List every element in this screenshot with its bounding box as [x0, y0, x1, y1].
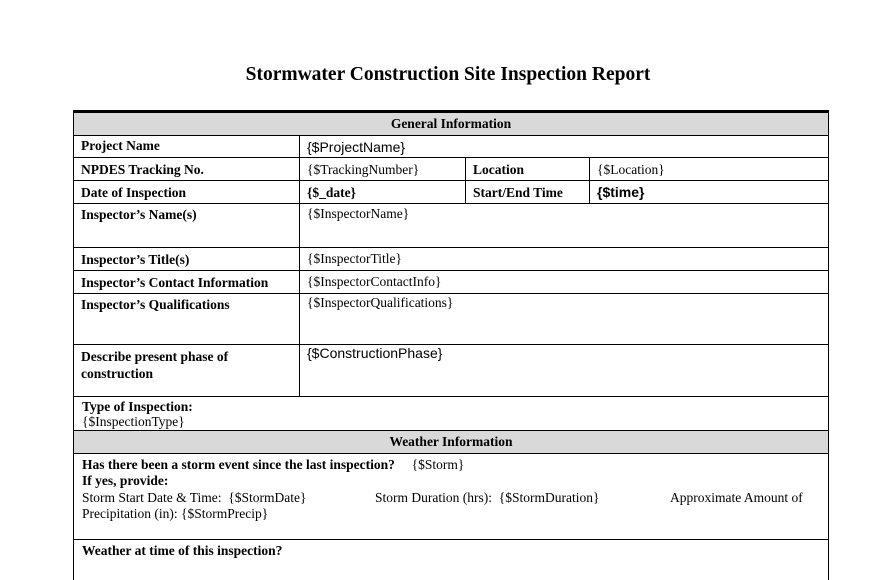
- row-current-weather: [74, 540, 828, 580]
- field-inspector-title[interactable]: {$InspectorTitle}: [307, 250, 402, 266]
- label-date-of-inspection: Date of Inspection: [74, 181, 300, 204]
- section-general-information: [74, 113, 828, 136]
- row-construction-phase: [74, 345, 828, 397]
- inspection-type-block: [74, 397, 828, 430]
- field-inspector-name[interactable]: {$InspectorName}: [307, 206, 410, 221]
- section-title: Weather Information: [389, 434, 513, 449]
- label-storm-start: Storm Start Date & Time:: [82, 490, 222, 505]
- field-storm-duration[interactable]: {$StormDuration}: [498, 490, 600, 505]
- field-storm[interactable]: {$Storm}: [411, 457, 465, 472]
- label-inspector-contact: Inspector’s Contact Information: [74, 271, 300, 294]
- row-inspector-name: [74, 204, 828, 248]
- section-weather-information: [74, 431, 828, 454]
- storm-duration-group: [375, 490, 670, 506]
- label-project-name: Project Name: [74, 136, 300, 158]
- label-inspection-type: Type of Inspection:: [82, 399, 193, 414]
- field-inspector-qualifications[interactable]: {$InspectorQualifications}: [307, 295, 454, 310]
- row-inspection-type: [74, 397, 828, 431]
- row-storm-event: [74, 454, 828, 540]
- field-tracking-number[interactable]: {$TrackingNumber}: [300, 158, 466, 181]
- row-inspector-contact: [74, 271, 828, 294]
- row-project-name: [74, 136, 828, 158]
- section-title: General Information: [390, 116, 512, 131]
- row-inspector-qualifications: [74, 294, 828, 345]
- field-project-name[interactable]: {$ProjectName}: [307, 138, 406, 155]
- report-title: Stormwater Construction Site Inspection Report: [245, 64, 651, 85]
- label-tracking-number: NPDES Tracking No.: [74, 158, 300, 181]
- label-storm-duration: Storm Duration (hrs):: [375, 490, 492, 505]
- row-tracking-location: [74, 158, 828, 181]
- precip-line: [82, 506, 820, 522]
- field-date-of-inspection[interactable]: {$_date}: [300, 181, 466, 204]
- storm-question-line: [82, 457, 820, 473]
- label-storm-question: Has there been a storm event since the last inspection?: [82, 457, 395, 472]
- label-start-end-time: Start/End Time: [466, 181, 590, 204]
- field-location[interactable]: {$Location}: [597, 161, 665, 177]
- label-location: Location: [466, 158, 590, 181]
- field-construction-phase[interactable]: {$ConstructionPhase}: [307, 345, 443, 361]
- field-start-end-time[interactable]: {$time}: [597, 183, 645, 200]
- field-inspector-contact[interactable]: {$InspectorContactInfo}: [307, 273, 442, 289]
- storm-start-group: [82, 490, 375, 506]
- label-inspector-qualifications: Inspector’s Qualifications: [74, 294, 300, 344]
- label-inspector-name: Inspector’s Name(s): [74, 204, 300, 247]
- label-if-yes: If yes, provide:: [82, 473, 169, 488]
- field-storm-date[interactable]: {$StormDate}: [228, 490, 307, 505]
- row-date-time: [74, 181, 828, 204]
- storm-details-line: [82, 490, 820, 506]
- label-current-weather: Weather at time of this inspection?: [82, 543, 283, 558]
- label-precip-part1: Approximate Amount of: [670, 490, 803, 505]
- row-inspector-title: [74, 248, 828, 271]
- label-inspector-title: Inspector’s Title(s): [74, 248, 300, 271]
- label-precip-part2: Precipitation (in):: [82, 506, 178, 521]
- field-inspection-type[interactable]: {$InspectionType}: [82, 414, 185, 429]
- storm-event-block: [74, 454, 828, 539]
- field-storm-precip[interactable]: {$StormPrecip}: [180, 506, 269, 521]
- inspection-form: [73, 110, 829, 580]
- label-construction-phase: Describe present phase of construction: [74, 345, 300, 396]
